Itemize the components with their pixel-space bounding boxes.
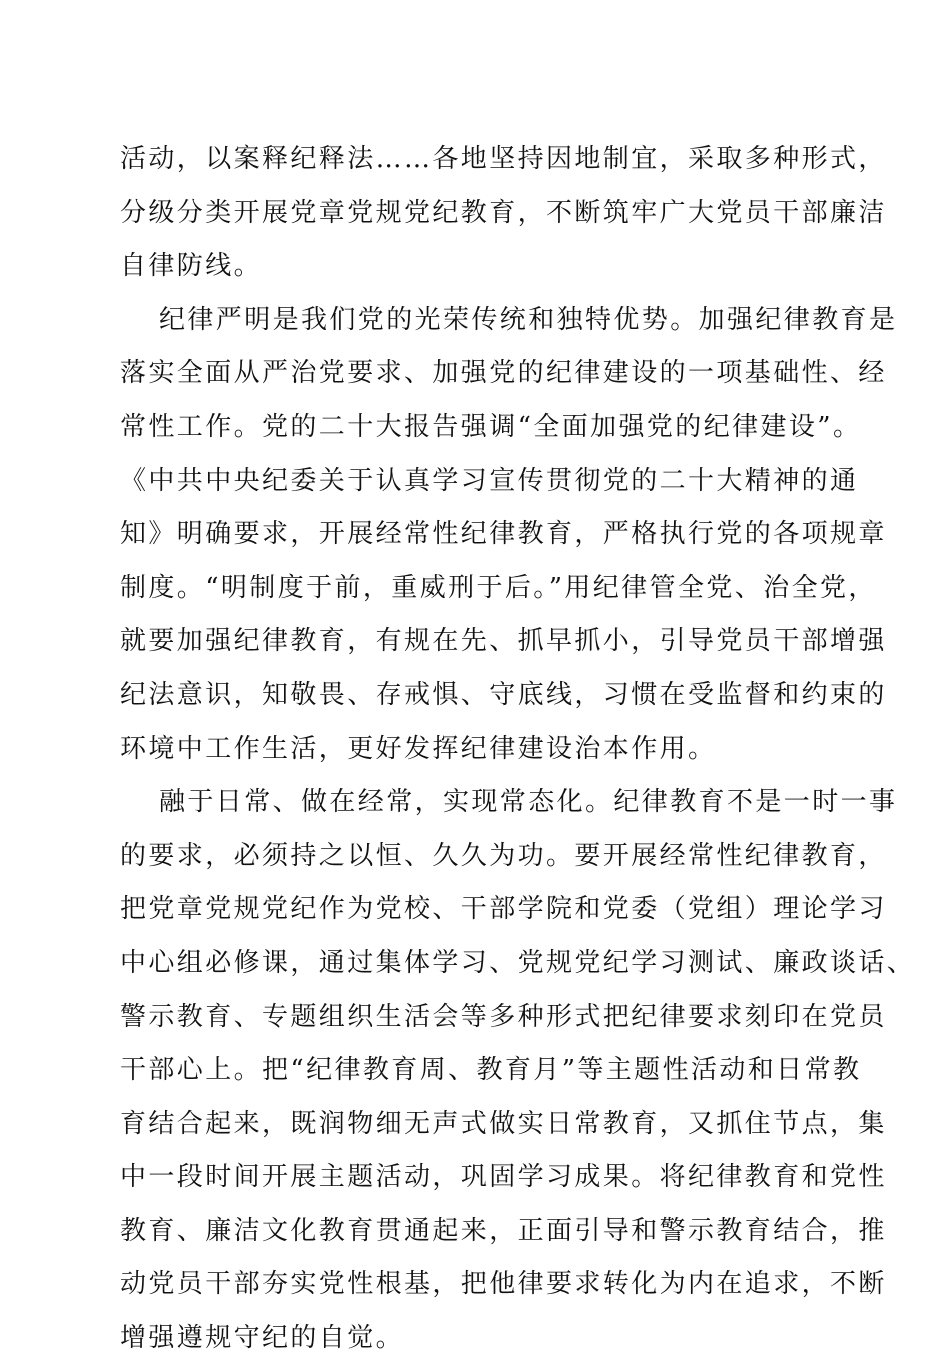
text-line: 就要加强纪律教育，有规在先、抓早抓小，引导党员干部增强 — [120, 626, 887, 657]
text-line: 中一段时间开展主题活动，巩固学习成果。将纪律教育和党性 — [120, 1162, 887, 1193]
text-line: 动党员干部夯实党性根基，把他律要求转化为内在追求，不断 — [120, 1269, 887, 1300]
text-line: 的要求，必须持之以恒、久久为功。要开展经常性纪律教育， — [120, 840, 887, 871]
text-line: 分级分类开展党章党规党纪教育，不断筑牢广大党员干部廉洁 — [120, 197, 887, 228]
text-line: 纪法意识，知敬畏、存戒惧、守底线，习惯在受监督和约束的 — [120, 679, 887, 710]
text-line: 教育、廉洁文化教育贯通起来，正面引导和警示教育结合，推 — [120, 1215, 887, 1246]
text-line: 制度。“明制度于前，重威刑于后。”用纪律管全党、治全党， — [120, 572, 877, 603]
text-line: 育结合起来，既润物细无声式做实日常教育，又抓住节点，集 — [120, 1108, 887, 1139]
paragraph-start-line: 融于日常、做在经常，实现常态化。纪律教育不是一时一事 — [159, 787, 898, 818]
paragraph-start-line: 纪律严明是我们党的光荣传统和独特优势。加强纪律教育是 — [159, 304, 898, 335]
text-line: 警示教育、专题组织生活会等多种形式把纪律要求刻印在党员 — [120, 1001, 887, 1032]
document-body — [120, 133, 916, 1366]
text-line: 活动，以案释纪释法……各地坚持因地制宜，采取多种形式， — [120, 144, 887, 174]
text-line: 中心组必修课，通过集体学习、党规党纪学习测试、廉政谈话、 — [120, 947, 916, 978]
text-line: 《中共中央纪委关于认真学习宣传贯彻党的二十大精神的通 — [120, 465, 859, 496]
text-line: 常性工作。党的二十大报告强调“全面加强党的纪律建设”。 — [120, 411, 862, 442]
text-line: 增强遵规守纪的自觉。 — [120, 1323, 405, 1354]
text-line: 干部心上。把“纪律教育周、教育月”等主题性活动和日常教 — [120, 1055, 862, 1086]
text-line: 把党章党规党纪作为党校、干部学院和党委（党组）理论学习 — [120, 894, 887, 925]
text-line: 知》明确要求，开展经常性纪律教育，严格执行党的各项规章 — [120, 519, 887, 550]
text-line: 落实全面从严治党要求、加强党的纪律建设的一项基础性、经 — [120, 358, 887, 389]
text-line: 环境中工作生活，更好发挥纪律建设治本作用。 — [120, 733, 717, 764]
text-line: 自律防线。 — [120, 251, 263, 282]
